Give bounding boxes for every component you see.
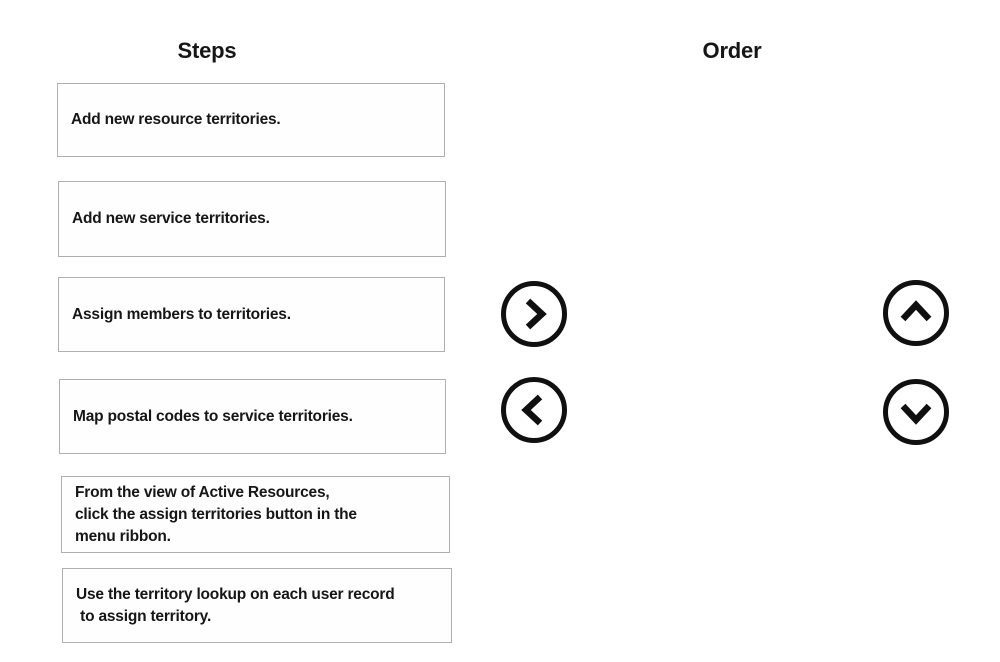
step-item-label-line: to assign territory. bbox=[76, 607, 212, 625]
step-item-assign-members[interactable] bbox=[58, 277, 445, 352]
step-item-add-service-territories[interactable] bbox=[58, 181, 446, 257]
move-down-button[interactable] bbox=[883, 379, 949, 445]
chevron-right-icon bbox=[514, 294, 554, 334]
step-item-map-postal-codes[interactable] bbox=[59, 379, 446, 454]
step-item-label: Map postal codes to service territories. bbox=[73, 407, 353, 425]
step-item-label-line: Use the territory lookup on each user record bbox=[76, 585, 395, 603]
step-item-label-line: From the view of Active Resources, bbox=[75, 483, 330, 501]
chevron-down-icon bbox=[896, 392, 936, 432]
step-item-active-resources-view[interactable] bbox=[61, 476, 450, 553]
step-item-label-line: click the assign territories button in the bbox=[75, 505, 357, 523]
step-item-label: Add new resource territories. bbox=[71, 111, 281, 128]
step-item-territory-lookup[interactable] bbox=[62, 568, 452, 643]
step-item-label: Assign members to territories. bbox=[72, 305, 291, 323]
move-right-button[interactable] bbox=[501, 281, 567, 347]
step-item-add-resource-territories[interactable] bbox=[57, 83, 445, 157]
move-left-button[interactable] bbox=[501, 377, 567, 443]
move-up-button[interactable] bbox=[883, 280, 949, 346]
chevron-up-icon bbox=[896, 293, 936, 333]
step-item-label-line: menu ribbon. bbox=[75, 527, 171, 545]
order-column-header: Order bbox=[702, 38, 762, 63]
chevron-left-icon bbox=[514, 390, 554, 430]
steps-column-header: Steps bbox=[177, 38, 237, 63]
step-item-label: Add new service territories. bbox=[72, 210, 270, 227]
